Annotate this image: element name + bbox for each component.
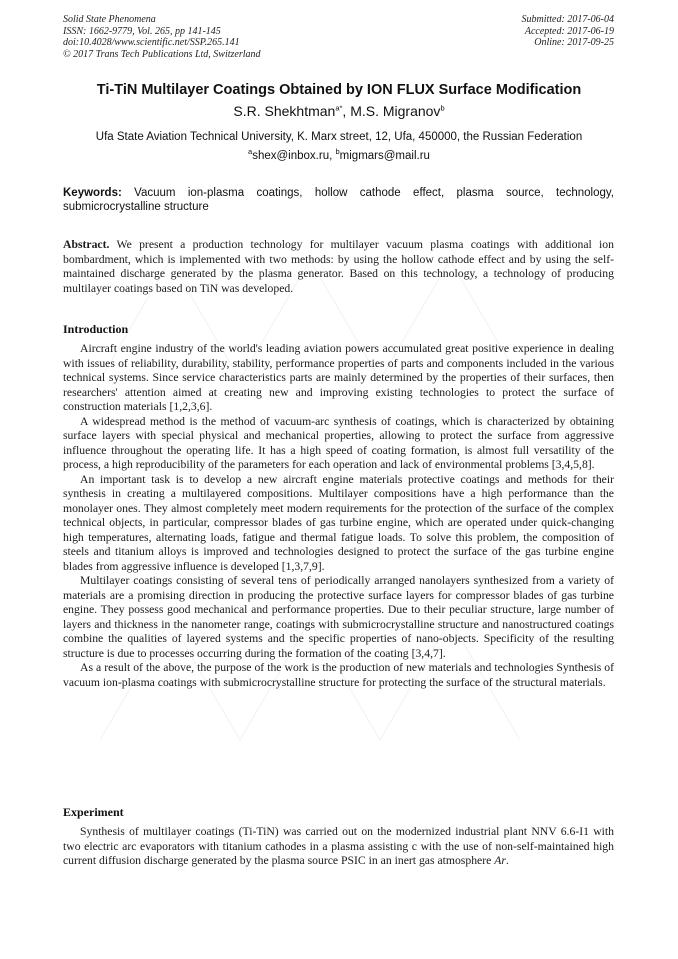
email-line: [40, 147, 638, 162]
author-line: [40, 103, 638, 119]
abstract-text: We present a production technology for multilayer vacuum plasma coatings with additional ion bombardment, which is implemented with two methods: by using the hollow cathode effect and by using the self-maintained discharge generated by the plasma generator. Based on this technology, a technology of producing multilayer coatings based on TiN was developed.: [63, 238, 614, 295]
author-2: M.S. Migranov: [350, 103, 441, 119]
intro-paragraph: Multilayer coatings consisting of several tens of periodically arranged nanolayers synthesized from a variety of materials are a promising direction in producing the protective surface layers for compressor blades of gas turbine engine. They possess good mechanical and performance properties. Due to their peculiar structure, large number of layers and thickness in the nanometer range, coatings with submicrocrystalline structure and nanostructured coatings combine the qualities of layered systems and the specific properties of nano-objects. Specificity of the resulting structure is due to processes occurring during the formation of the coating [3,4,7].: [63, 574, 614, 660]
introduction-heading: Introduction: [63, 322, 129, 336]
paper-title: Ti-TiN Multilayer Coatings Obtained by ION FLUX Surface Modification: [96, 82, 582, 98]
author-1-affil: a*: [335, 103, 343, 113]
online-date: Online: 2017-09-25: [534, 37, 614, 48]
email-a-marker: a: [248, 147, 253, 157]
author-1: S.R. Shekhtman: [233, 103, 336, 119]
experiment-text: Synthesis of multilayer coatings (Ti-TiN) was carried out on the modernized industrial plant NNV 6.6-I1 with two electric arc evaporators with titanium cathodes in a plasma assisting c with the use of non-self-maintained high current diffusion discharge generated by the plasma source PSIC in an inert gas atmosphere: [63, 825, 614, 867]
experiment-heading: Experiment: [63, 805, 124, 819]
accepted-date: Accepted: 2017-06-19: [524, 25, 614, 37]
journal-issn: ISSN: 1662-9779, Vol. 265, pp 141-145: [63, 25, 221, 37]
journal-doi: doi:10.4028/www.scientific.net/SSP.265.141: [63, 37, 240, 48]
intro-paragraph: An important task is to develop a new aircraft engine materials protective coatings and methods for their synthesis in creating a multilayered compositions. Multilayer compositions have a high performance than the monolayer ones. They almost completely meet modern requirements for the protection of the surface of the complex technical objects, in particular, compressor blades of gas turbine engine, which are operated under quick-changing high temperatures, alternating loads, fatigue and thermal fatigue loads. To solve this problem, the composition of steels and titanium alloys is improved and technologies designed to protect the surface of the gas turbine engine blades from aggressive influence is developed [1,3,7,9].: [63, 472, 614, 573]
intro-paragraph: A widespread method is the method of vacuum-arc synthesis of coatings, which is characterized by obtaining surface layers with special physical and mechanical properties, allowing to protect the surface from aggressive influence throughout the operating life. It has a high speed of coating formation, is almost full versatility of the process, a high reproducibility of the parameters for each operation and lack of environmental problems [3,4,5,8].: [63, 414, 614, 471]
intro-paragraph: As a result of the above, the purpose of the work is the production of new materials and technologies Synthesis of vacuum ion-plasma coatings with submicrocrystalline structure for protecting the surface of the structural materials.: [63, 661, 614, 689]
experiment-gas: Ar: [494, 854, 506, 867]
experiment-paragraph: [63, 825, 614, 869]
keywords-label: Keywords:: [63, 187, 122, 199]
email-b-marker: b: [335, 147, 340, 157]
keywords-text: Vacuum ion-plasma coatings, hollow cathode effect, plasma source, technology, submicrocrystalline structure: [63, 187, 614, 213]
introduction-body: [63, 342, 614, 690]
email-separator: ,: [329, 150, 336, 162]
abstract: [63, 238, 614, 296]
experiment-body: [63, 825, 614, 869]
journal-header: [63, 14, 261, 60]
journal-copyright: © 2017 Trans Tech Publications Ltd, Switzerland: [63, 48, 261, 60]
email-b[interactable]: migmars@mail.ru: [339, 150, 430, 162]
experiment-end: .: [505, 854, 509, 867]
author-separator: ,: [342, 103, 351, 119]
email-a[interactable]: shex@inbox.ru: [252, 150, 330, 162]
keywords: [63, 186, 614, 214]
journal-name: Solid State Phenomena: [63, 14, 156, 25]
submitted-date: Submitted: 2017-06-04: [521, 14, 614, 25]
dates-header: [522, 14, 615, 49]
abstract-label: Abstract.: [63, 238, 110, 251]
author-2-affil: b: [440, 103, 445, 113]
affiliation: Ufa State Aviation Technical University, K. Marx street, 12, Ufa, 450000, the Russian Federation: [95, 131, 583, 143]
intro-paragraph: Aircraft engine industry of the world's leading aviation powers accumulated great positive experience in dealing with issues of reliability, durability, stability, performance properties of parts and components included in the various technical systems. Since service characteristics parts are mainly determined by the properties of their surfaces, then researchers' attention aimed at creating new and improving existing technologies to protect the surface of construction materials [1,2,3,6].: [63, 342, 614, 413]
